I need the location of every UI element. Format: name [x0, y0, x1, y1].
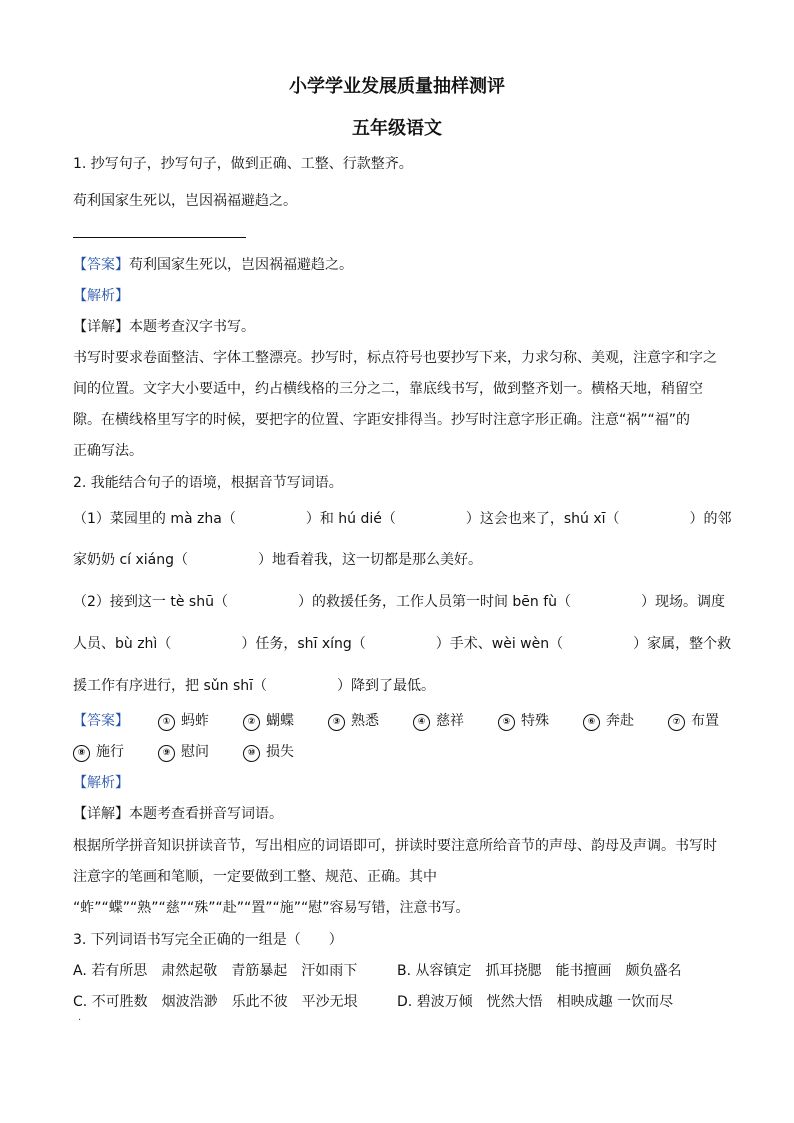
q2-answer-item — [243, 742, 294, 762]
option-label: B. — [397, 963, 412, 979]
q2-para-line: “蚱”“蝶”“熟”“慈”“殊”“赴”“置”“施”“慰”容易写错，注意书写。 — [73, 900, 470, 916]
q1-answer — [73, 255, 723, 275]
q3-option-a — [73, 961, 357, 981]
footer-mark: · — [78, 1015, 82, 1026]
q1-answer-tag: 【答案】 — [73, 257, 129, 273]
option-label: D. — [397, 994, 413, 1010]
q2-answer-item — [158, 742, 209, 762]
q2-text-line: 援工作有序进行，把 sǔn shī（ ）降到了最低。 — [73, 678, 435, 694]
q1-para-line: 书写时要求卷面整洁、字体工整漂亮。抄写时，标点符号也要抄写下来，力求匀称、美观，注意字和字之 — [73, 350, 717, 366]
option-text: 若有所思 肃然起敬 青筋暴起 汗如雨下 — [91, 963, 358, 979]
q2-answer-item — [498, 711, 549, 731]
option-label: A. — [73, 963, 87, 979]
q2-text-line: 人员、bù zhì（ ）任务，shī xíng（ ）手术、wèi wèn（ ）家属，整个救 — [73, 636, 732, 652]
q1-answer-text: 苟利国家生死以，岂因祸福避趋之。 — [129, 257, 353, 273]
q1-analysis-tag — [73, 286, 723, 306]
q2-answer-item — [413, 711, 464, 731]
answer-number: ⑩ — [243, 745, 260, 762]
q2-answer-item — [668, 711, 719, 731]
q3-option-c — [73, 992, 358, 1012]
answer-word: 损失 — [266, 744, 294, 760]
q2-detail-text: 本题考查看拼音写词语。 — [129, 806, 283, 822]
q1-para-line: 隙。在横线格里写字的时候，要把字的位置、字距安排得当。抄写时注意字形正确。注意“祸”“福”的 — [73, 412, 691, 428]
answer-number: ④ — [413, 714, 430, 731]
q1-analysis-label: 【解析】 — [73, 288, 129, 304]
answer-word: 慰问 — [181, 744, 209, 760]
q2-detail-tag: 【详解】 — [73, 806, 129, 822]
answer-word: 蝴蝶 — [266, 713, 294, 729]
q2-para-line: 根据所学拼音知识拼读音节，写出相应的词语即可，拼读时要注意所给音节的声母、韵母及声调。书写时 — [73, 838, 717, 854]
document-title: 小学学业发展质量抽样测评 — [289, 76, 505, 97]
q1-detail — [73, 317, 723, 337]
answer-number: ⑤ — [498, 714, 515, 731]
q1-detail-text: 本题考查汉字书写。 — [129, 319, 255, 335]
answer-number: ⑦ — [668, 714, 685, 731]
answer-number: ③ — [328, 714, 345, 731]
answer-number: ① — [158, 714, 175, 731]
answer-word: 慈祥 — [436, 713, 464, 729]
q1-stem: 1. 抄写句子，抄写句子，做到正确、工整、行款整齐。 — [73, 156, 413, 172]
option-label: C. — [73, 994, 88, 1010]
answer-word: 施行 — [96, 744, 124, 760]
q1-para-line: 间的位置。文字大小要适中，约占横线格的三分之二，靠底线书写，做到整齐划一。横格天地，稍留空 — [73, 381, 703, 397]
q1-para-line: 正确写法。 — [73, 443, 143, 459]
document-subtitle: 五年级语文 — [352, 118, 442, 139]
q2-answer-item — [243, 711, 294, 731]
q2-analysis-label: 【解析】 — [73, 775, 129, 791]
option-text: 从容镇定 抓耳挠腮 能书擅画 颇负盛名 — [415, 963, 682, 979]
answer-number: ⑨ — [158, 745, 175, 762]
q2-answer-item — [158, 711, 209, 731]
q2-analysis-tag — [73, 773, 723, 793]
q2-answer-item — [73, 742, 124, 762]
option-text: 碧波万倾 恍然大悟 相映成趣 一饮而尽 — [416, 994, 674, 1010]
q2-answer-tag: 【答案】 — [73, 713, 129, 729]
q2-text-line: （2）接到这一 tè shū（ ）的救援任务，工作人员第一时间 bēn fù（ ）现场。调度 — [73, 594, 726, 610]
answer-number: ⑥ — [583, 714, 600, 731]
q1-answer-line — [73, 237, 246, 238]
q2-answer-item — [328, 711, 379, 731]
q2-para-line: 注意字的笔画和笔顺，一定要做到工整、规范、正确。其中 — [73, 869, 437, 885]
q1-detail-tag: 【详解】 — [73, 319, 129, 335]
q1-sentence: 苟利国家生死以，岂因祸福避趋之。 — [73, 193, 297, 209]
answer-number: ⑧ — [73, 745, 90, 762]
answer-word: 特殊 — [521, 713, 549, 729]
option-text: 不可胜数 烟波浩渺 乐此不彼 平沙无垠 — [91, 994, 358, 1010]
q2-text-line: 家奶奶 cí xiáng（ ）地看着我，这一切都是那么美好。 — [73, 552, 482, 568]
q3-option-b — [397, 961, 682, 981]
q2-stem: 2. 我能结合句子的语境，根据音节写词语。 — [73, 475, 343, 491]
q3-option-d — [397, 992, 673, 1012]
q2-detail — [73, 804, 723, 824]
q3-stem: 3. 下列词语书写完全正确的一组是（ ） — [73, 932, 343, 948]
answer-number: ② — [243, 714, 260, 731]
answer-word: 奔赴 — [606, 713, 634, 729]
answer-word: 熟悉 — [351, 713, 379, 729]
answer-word: 布置 — [691, 713, 719, 729]
q2-answer-item — [583, 711, 634, 731]
answer-word: 蚂蚱 — [181, 713, 209, 729]
q2-text-line: （1）菜园里的 mà zha（ ）和 hú dié（ ）这会也来了，shú xī（ ）的邻 — [73, 511, 732, 527]
